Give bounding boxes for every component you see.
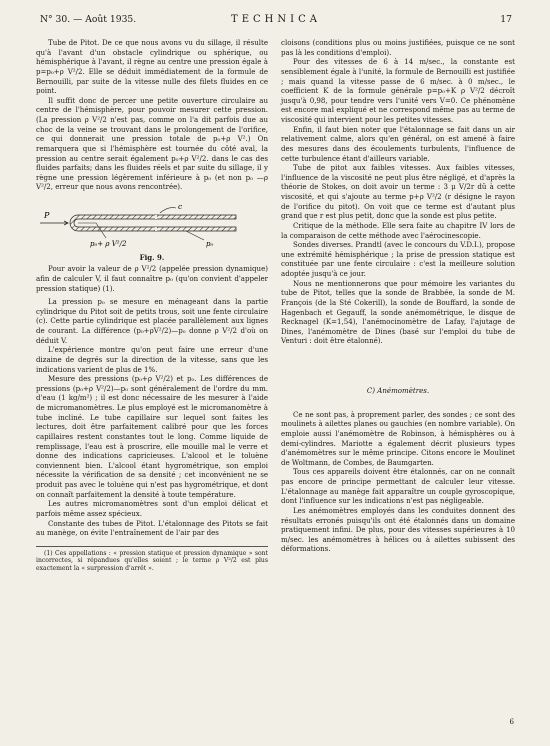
paragraph: Enfin, il faut bien noter que l'étalonnage se fait dans un air relativement calme, alors qu'en général, on est amené à faire des mesures dans des écoulements turbulents, l'influence de cette turbulence étant d'ailleurs variable. bbox=[281, 124, 515, 163]
paragraph: Pour des vitesses de 6 à 14 m/sec., la constante est sensiblement égale à l'unité, la formule de Bernouilli est justifiée ; mais quand la vitesse passe de 6 m/sec. à 0 m/sec., le coefficient K de la formule générale p=p₀+K ρ V²/2 décroît jusqu'à 0,98, pour tendre vers l'unité vers V=0. Ce phénomène est encore mal expliqué et ne correspond même pas au terme de viscosité qui intervient pour les petites vitesses. bbox=[281, 57, 515, 124]
figure-pitot-tube bbox=[36, 196, 268, 262]
paragraph: L'expérience montre qu'on peut faire une erreur d'une dizaine de degrés sur la direction de la vitesse, sans que les indications varient de plus de 1%. bbox=[36, 345, 268, 374]
paragraph: La pression p₀ se mesure en ménageant dans la partie cylindrique du Pitot soit de petits trous, soit une fente circulaire (c). Cette partie cylindrique est placée parallèlement aux lignes de courant. La différence (p₀+ρV²/2)—p₀ donne ρ V²/2 d'où on déduit V. bbox=[36, 297, 268, 345]
paragraph: cloisons (conditions plus ou moins justifiées, puisque ce ne sont pas là les conditions d'emploi). bbox=[281, 38, 515, 57]
footnote-text: (1) Ces appellations : « pression statique et pression dynamique » sont incorrectes, si répandues qu'elles soient ; le terme ρ V²/2 est plus exactement la « surpression d'arrêt ». bbox=[36, 549, 268, 572]
left-column bbox=[36, 38, 268, 572]
paragraph: Constante des tubes de Pitot. L'étalonnage des Pitots se fait au manège, on évite l'entraînement de l'air par des bbox=[36, 518, 268, 538]
paragraph: Il suffit donc de percer une petite ouverture circulaire au centre de l'hémisphère, pour pouvoir mesurer cette pression. (La pression ρ V²/2 n'est pas, comme on l'a dit parfois due au choc de la veine se trouvant dans le prolongement de l'orifice, ce qui donnerait une pression totale de p₀+ρ V².) On remarquera que si l'hémisphère est tournée du côté aval, la pression au centre serait également p₀+ρ V²/2. dans le cas des fluides parfaits; dans les fluides réels et par suite du sillage, il y règne une pression légèrement inférieure à p₀ (et non p₀ —ρ V²/2, erreur que nous avons rencontrée). bbox=[36, 95, 268, 192]
paragraph: Les autres micromanomètres sont d'un emploi délicat et parfois même assez spécieux. bbox=[36, 499, 268, 518]
paragraph: Les anémomètres employés dans les conduites donnent des résultats erronés puisqu'ils ont été étalonnés dans un domaine pratiquement infini. De plus, pour des vitesses supérieures à 10 m/sec. les anémomètres à hélices ou à ailettes subissent des déformations. bbox=[281, 505, 515, 554]
section-heading: C) Anémomètres. bbox=[366, 386, 430, 395]
paragraph: Critique de la méthode. Elle sera faite au chapitre IV lors de la comparaison de cette méthode avec l'aérocinescopie. bbox=[281, 220, 515, 240]
label-total-pressure: p₀+ ρ V²/2 bbox=[90, 240, 127, 248]
page-header bbox=[40, 14, 512, 28]
leader-line bbox=[160, 208, 176, 213]
paragraph: Mesure des pressions (p₀+ρ V²/2) et p₀. Les différences de pressions (p₀+ρ V²/2)—p₀ sont généralement de l'ordre du mm. d'eau (1 kg/m²) ; il est donc nécessaire de les mesurer à l'aide de micromanomètres. Le plus employé est le micromanomètre à tube incliné. Le tube capillaire sur lequel sont faites les lectures, doit être parfaitement calibré pour que les forces capillaires restent constantes tout le long. Comme liquide de remplissage, l'eau est à proscrire, elle mouille mal le verre et donne des indications capricieuses. L'alcool et le toluène conviennent bien. L'alcool étant hygrométrique, son emploi nécessite la vérification de sa densité ; cet inconvénient ne se produit pas avec le toluène qui n'est pas hygrométrique, et dont on connaît parfaitement la densité à toute température. bbox=[36, 374, 268, 499]
footnote bbox=[36, 546, 268, 572]
paragraph: Ce ne sont pas, à proprement parler, des sondes ; ce sont des moulinets à ailettes planes ou gauchies (en nombre variable). On emploie aussi l'anémomètre de Robinson, à hémisphères ou à demi-cylindres. Mariotte a également décrit plusieurs types d'anémomètres sur le même principe. Citons encore le Moulinet de Woltmann, de Combes, de Baumgarten. bbox=[281, 409, 515, 467]
paragraph: Tous ces appareils doivent être étalonnés, car on ne connaît pas encore de principe permettant de calculer leur vitesse. L'étalonnage au manège fait apparaître un couple gyroscopique, dont l'influence sur les indications n'est pas négligeable. bbox=[281, 467, 515, 506]
label-c: c bbox=[178, 202, 183, 211]
paragraph: Sondes diverses. Prandtl (avec le concours du V.D.I.), propose une extrémité hémisphérique ; la prise de pression statique est constituée par une fente circulaire : c'est la meilleure solution adoptée jusqu'à ce jour. bbox=[281, 240, 515, 278]
paragraph: Tube de pitot aux faibles vitesses. Aux faibles vitesses, l'influence de la viscosité ne peut plus être négligé, et d'après la théorie de Stokes, on doit avoir un terme : 3 μ V/2r dû à cette viscosité, et qui s'ajoute au terme p+ρ V²/2 (r désigne le rayon de l'orifice du pitot). On voit que ce terme est d'autant plus grand que r est plus petit, donc que la sonde est plus petite. bbox=[281, 163, 515, 221]
page-marker: 6 bbox=[509, 718, 514, 726]
paragraph: Tube de Pitot. De ce que nous avons vu du sillage, il résulte qu'à l'avant d'un obstacle cylindrique ou sphérique, ou hémisphérique à l'avant, il règne au centre une pression égale à p=p₀+ρ V²/2. Elle se déduit immédiatement de la formule de Bernouilli, par suite de la vitesse nulle des filets fluides en ce point. bbox=[36, 38, 268, 96]
label-p: P bbox=[44, 211, 50, 220]
label-static-pressure: p₀ bbox=[206, 240, 214, 248]
paragraph: Pour avoir la valeur de ρ V²/2 (appelée pression dynamique) afin de calculer V, il faut connaître p₀ (qu'on convient d'appeler pression statique) (1). bbox=[36, 264, 268, 293]
page-number: 17 bbox=[500, 14, 512, 25]
pitot-diagram bbox=[36, 196, 268, 250]
right-column bbox=[281, 38, 515, 554]
leader-line bbox=[186, 231, 204, 240]
journal-title: TECHNICA bbox=[231, 14, 321, 25]
paragraph: Nous ne mentionnerons que pour mémoire les variantes du tube de Pitot, telles que la sonde de Brabbée, la sonde de M. François (de la Sté Cokerill), la sonde de Bouffard, la sonde de Hagenbach et Gegauff, la sonde anémométrique, le disque de Recknagel (K=1,54), l'anémocinomètre de Lafay, l'ajutage de Dines, l'anémomètre de Dines (basé sur l'emploi du tube de Venturi : doit être étalonné). bbox=[281, 278, 515, 346]
figure-caption: Fig. 9. bbox=[139, 252, 165, 262]
issue-date: N° 30. — Août 1935. bbox=[40, 14, 137, 25]
